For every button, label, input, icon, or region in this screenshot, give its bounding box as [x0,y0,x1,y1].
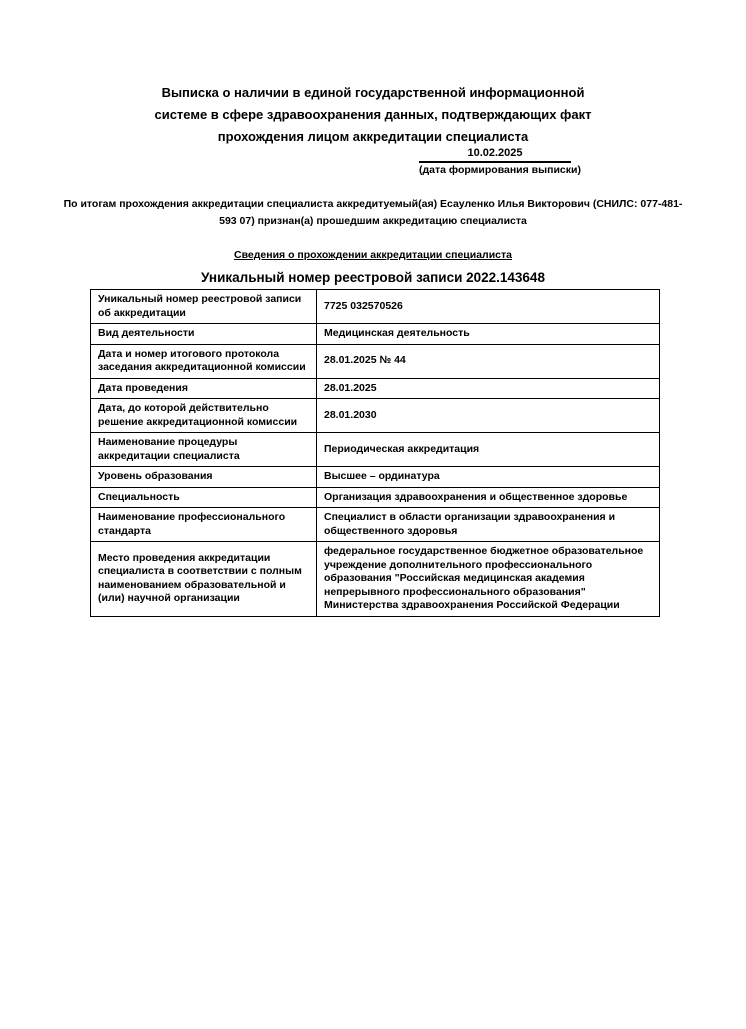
row-label: Дата проведения [91,378,317,399]
table-row-procedure-name [91,433,660,467]
row-value: федеральное государственное бюджетное образовательное учреждение дополнительного профессионального образования "Российская медицинская академия непрерывного профессионального образования" Министерства здравоохранения Российской Федерации [317,542,660,617]
table-row-conduct-date [91,378,660,399]
row-value: Организация здравоохранения и общественное здоровье [317,487,660,508]
row-label: Наименование процедуры аккредитации специалиста [91,433,317,467]
row-value: Периодическая аккредитация [317,433,660,467]
row-value: Высшее – ординатура [317,467,660,488]
title-line-3: прохождения лицом аккредитации специалиста [217,129,529,144]
row-label: Специальность [91,487,317,508]
table-row-registry-number [91,290,660,324]
extract-date: 10.02.2025 [419,146,571,163]
row-label: Наименование профессионального стандарта [91,508,317,542]
row-label: Вид деятельности [91,324,317,345]
intro-paragraph [0,196,746,230]
section-heading: Сведения о прохождении аккредитации специалиста [234,249,512,261]
extract-date-caption: (дата формирования выписки) [419,164,581,176]
table-row-protocol-date-number [91,344,660,378]
table-row-specialty [91,487,660,508]
row-label: Уровень образования [91,467,317,488]
intro-line-1: По итогам прохождения аккредитации специалиста аккредитуемый(ая) Есауленко Илья Викторович (СНИЛС: 077-481- [63,198,683,210]
accreditation-table-body [91,290,660,617]
table-row-valid-until-date [91,399,660,433]
title-line-2: системе в сфере здравоохранения данных, подтверждающих факт [154,107,592,122]
table-row-education-level [91,467,660,488]
document-title [0,0,746,148]
row-value: 28.01.2025 № 44 [317,344,660,378]
row-value: Специалист в области организации здравоохранения и общественного здоровья [317,508,660,542]
row-label: Место проведения аккредитации специалиста в соответствии с полным наименованием образовательной и (или) научной организации [91,542,317,617]
row-label: Уникальный номер реестровой записи об аккредитации [91,290,317,324]
table-row-activity-type [91,324,660,345]
table-row-accreditation-place [91,542,660,617]
table-row-professional-standard [91,508,660,542]
date-block [419,146,581,177]
row-label: Дата и номер итогового протокола заседания аккредитационной комиссии [91,344,317,378]
title-line-1: Выписка о наличии в единой государственной информационной [161,85,585,100]
registry-number-heading: Уникальный номер реестровой записи 2022.143648 [201,270,545,285]
row-value: 7725 032570526 [317,290,660,324]
intro-line-2: 593 07) признан(а) прошедшим аккредитацию специалиста [219,215,527,227]
row-value: Медицинская деятельность [317,324,660,345]
accreditation-table [90,289,660,617]
row-value: 28.01.2030 [317,399,660,433]
row-value: 28.01.2025 [317,378,660,399]
row-label: Дата, до которой действительно решение аккредитационной комиссии [91,399,317,433]
